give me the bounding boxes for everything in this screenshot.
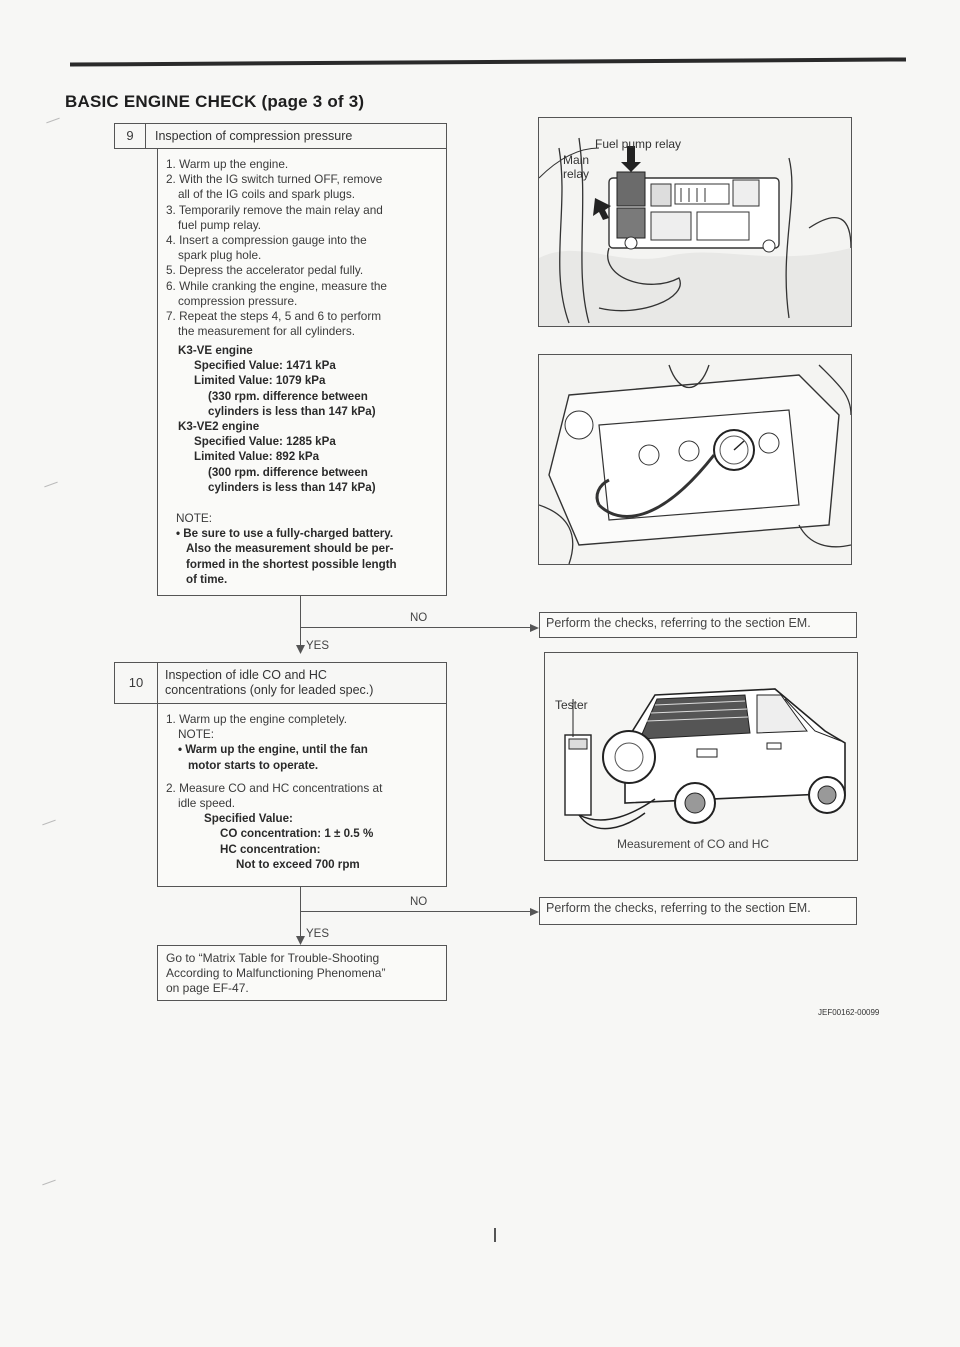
fuel-pump-relay-label: Fuel pump relay xyxy=(595,137,682,151)
spec-line: (330 rpm. difference between xyxy=(208,389,368,403)
step9-line: 4. Insert a compression gauge into the xyxy=(166,233,367,248)
step10-line: 2. Measure CO and HC concentrations at xyxy=(166,780,383,795)
step9-header xyxy=(114,123,447,149)
final-instruction-box xyxy=(157,945,447,1001)
relay-figure xyxy=(538,117,852,327)
tester-label: Tester xyxy=(555,698,588,712)
step9-number: 9 xyxy=(115,124,146,148)
note-line: Also the measurement should be per- xyxy=(186,542,394,556)
step10-line: CO concentration: 1 ± 0.5 % xyxy=(220,827,374,841)
header-rule xyxy=(70,57,906,66)
step9-yes-label: YES xyxy=(306,640,330,652)
co-hc-figure xyxy=(544,652,858,861)
spec-line: K3-VE2 engine xyxy=(178,420,260,434)
step10-gap xyxy=(166,773,382,781)
step10-no-line xyxy=(300,911,534,912)
step10-line: Specified Value: xyxy=(204,812,293,826)
step9-note xyxy=(176,511,397,587)
step9-line: the measurement for all cylinders. xyxy=(178,324,356,339)
step10-line: motor starts to operate. xyxy=(188,758,319,772)
co-hc-caption: Measurement of CO and HC xyxy=(617,837,770,851)
spec-line: K3-VE engine xyxy=(178,344,253,357)
step9-line: all of the IG coils and spark plugs. xyxy=(178,187,356,202)
step9-line: compression pressure. xyxy=(178,293,298,308)
final-line: According to Malfunctioning Phenomena” xyxy=(166,966,386,981)
step10-number: 10 xyxy=(115,663,158,703)
spec-line: Specified Value: 1285 kPa xyxy=(194,435,336,449)
step10-line: Not to exceed 700 rpm xyxy=(236,857,360,871)
spec-line: Limited Value: 892 kPa xyxy=(194,450,320,464)
step9-line: 3. Temporarily remove the main relay and xyxy=(166,202,383,217)
step10-header xyxy=(114,662,447,704)
spec-line: cylinders is less than 147 kPa) xyxy=(208,404,376,418)
step10-line: idle speed. xyxy=(178,796,236,811)
step10-title-line2: concentrations (only for leaded spec.) xyxy=(165,683,374,697)
final-line: Go to “Matrix Table for Trouble-Shooting xyxy=(166,951,380,965)
step10-body xyxy=(157,703,447,887)
step9-line: spark plug hole. xyxy=(178,248,262,263)
figure-code: JEF00162-00099 xyxy=(818,1008,880,1017)
spec-line: Specified Value: 1471 kPa xyxy=(194,359,336,373)
step9-title: Inspection of compression pressure xyxy=(155,129,353,143)
spec-line: cylinders is less than 147 kPa) xyxy=(208,480,376,494)
scan-mark xyxy=(44,482,57,488)
step10-line: HC concentration: xyxy=(220,842,321,856)
page-mark xyxy=(494,1228,496,1242)
step9-specs xyxy=(178,343,376,495)
step10-title-line1: Inspection of idle CO and HC xyxy=(165,668,327,682)
note-line: • Be sure to use a fully-charged battery. xyxy=(176,527,394,541)
step9-no-label: NO xyxy=(410,612,428,624)
scan-mark xyxy=(42,820,55,826)
step10-line: • Warm up the engine, until the fan xyxy=(178,743,368,757)
step10-flow-line xyxy=(300,887,301,939)
step9-yes-arrowhead xyxy=(295,645,306,655)
final-instruction xyxy=(166,951,385,997)
note-line: formed in the shortest possible length xyxy=(186,557,397,571)
step10-instructions xyxy=(166,712,382,872)
step9-line: fuel pump relay. xyxy=(178,217,262,232)
step10-no-result: Perform the checks, referring to the section EM. xyxy=(539,897,857,925)
step9-no-result: Perform the checks, referring to the section EM. xyxy=(539,612,857,638)
scan-mark xyxy=(42,1180,55,1186)
step9-line: 6. While cranking the engine, measure the xyxy=(166,278,387,293)
note-title: NOTE: xyxy=(176,511,213,525)
compression-gauge-figure xyxy=(538,354,852,565)
step9-line: 2. With the IG switch turned OFF, remove xyxy=(166,172,383,187)
step9-flow-line xyxy=(300,596,301,648)
spec-line: (300 rpm. difference between xyxy=(208,465,368,479)
step10-line: NOTE: xyxy=(178,727,215,742)
step9-line: 1. Warm up the engine. xyxy=(166,157,289,171)
step10-yes-label: YES xyxy=(306,928,330,940)
main-relay-label-2: relay xyxy=(563,167,590,181)
step10-line: 1. Warm up the engine completely. xyxy=(166,712,347,726)
step9-body xyxy=(157,148,447,596)
scan-mark xyxy=(46,118,59,124)
step9-no-line xyxy=(300,627,534,628)
page-title: BASIC ENGINE CHECK (page 3 of 3) xyxy=(65,92,365,111)
note-line: of time. xyxy=(186,572,228,586)
spec-line: Limited Value: 1079 kPa xyxy=(194,374,326,388)
step9-line: 7. Repeat the steps 4, 5 and 6 to perform xyxy=(166,309,382,324)
step9-line: 5. Depress the accelerator pedal fully. xyxy=(166,263,364,278)
step9-instructions xyxy=(166,157,387,339)
step10-no-label: NO xyxy=(410,896,428,908)
main-relay-label-1: Main xyxy=(563,153,590,167)
final-line: on page EF-47. xyxy=(166,981,249,996)
